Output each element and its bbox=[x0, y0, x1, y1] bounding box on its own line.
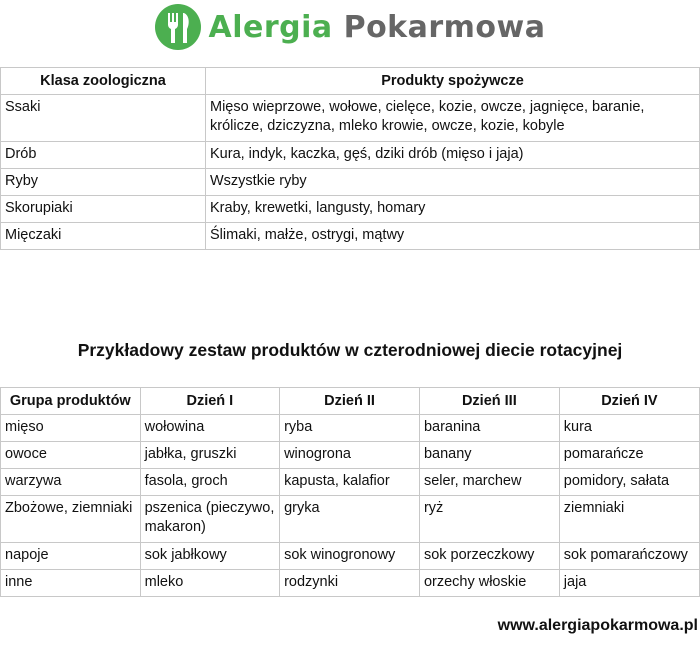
table-cell: jaja bbox=[559, 570, 699, 597]
rotation-diet-table bbox=[0, 387, 700, 597]
table-cell: napoje bbox=[1, 543, 141, 570]
table-row bbox=[1, 543, 700, 570]
table-cell: Kura, indyk, kaczka, gęś, dziki drób (mięso i jaja) bbox=[206, 142, 700, 169]
table-cell: Ryby bbox=[1, 169, 206, 196]
column-header: Dzień I bbox=[140, 388, 279, 415]
table-row bbox=[1, 223, 700, 250]
table-cell: rodzynki bbox=[280, 570, 420, 597]
column-header: Dzień IV bbox=[559, 388, 699, 415]
table-row bbox=[1, 95, 700, 142]
column-header: Dzień III bbox=[419, 388, 559, 415]
table-row bbox=[1, 415, 700, 442]
table-cell: Zbożowe, ziemniaki bbox=[1, 496, 141, 543]
table-header-row bbox=[1, 68, 700, 95]
table-cell: kapusta, kalafior bbox=[280, 469, 420, 496]
logo-text bbox=[208, 10, 545, 45]
table-cell: sok porzeczkowy bbox=[419, 543, 559, 570]
table-header-row bbox=[1, 388, 700, 415]
table-cell: Ssaki bbox=[1, 95, 206, 142]
table-row bbox=[1, 570, 700, 597]
table-cell: pszenica (pieczywo, makaron) bbox=[140, 496, 279, 543]
table-cell: baranina bbox=[419, 415, 559, 442]
logo-text-green: Alergia bbox=[208, 9, 333, 45]
column-header: Grupa produktów bbox=[1, 388, 141, 415]
table-row bbox=[1, 496, 700, 543]
table-row bbox=[1, 169, 700, 196]
table-cell: gryka bbox=[280, 496, 420, 543]
table-row bbox=[1, 442, 700, 469]
column-header: Klasa zoologiczna bbox=[1, 68, 206, 95]
table-cell: fasola, groch bbox=[140, 469, 279, 496]
fork-knife-circle-icon bbox=[154, 3, 202, 51]
table-cell: seler, marchew bbox=[419, 469, 559, 496]
table-cell: sok pomarańczowy bbox=[559, 543, 699, 570]
column-header: Produkty spożywcze bbox=[206, 68, 700, 95]
table-cell: orzechy włoskie bbox=[419, 570, 559, 597]
table-cell: sok jabłkowy bbox=[140, 543, 279, 570]
table-cell: sok winogronowy bbox=[280, 543, 420, 570]
table-cell: inne bbox=[1, 570, 141, 597]
table-row bbox=[1, 142, 700, 169]
section-heading: Przykładowy zestaw produktów w czterodniowej diecie rotacyjnej bbox=[77, 340, 623, 360]
table-row bbox=[1, 196, 700, 223]
table-cell: wołowina bbox=[140, 415, 279, 442]
table-cell: warzywa bbox=[1, 469, 141, 496]
table-cell: banany bbox=[419, 442, 559, 469]
zoological-class-table bbox=[0, 67, 700, 250]
table-cell: owoce bbox=[1, 442, 141, 469]
table-cell: mięso bbox=[1, 415, 141, 442]
table-cell: mleko bbox=[140, 570, 279, 597]
table-cell: Kraby, krewetki, langusty, homary bbox=[206, 196, 700, 223]
table-cell: pomarańcze bbox=[559, 442, 699, 469]
table-cell: Drób bbox=[1, 142, 206, 169]
table-cell: pomidory, sałata bbox=[559, 469, 699, 496]
site-url-link[interactable]: www.alergiapokarmowa.pl bbox=[497, 617, 698, 634]
table-cell: Wszystkie ryby bbox=[206, 169, 700, 196]
table-cell: Mięso wieprzowe, wołowe, cielęce, kozie, owcze, jagnięce, baranie, królicze, dziczyzna, mleko krowie, owcze, kozie, kobyle bbox=[206, 95, 700, 142]
table-cell: ryba bbox=[280, 415, 420, 442]
column-header: Dzień II bbox=[280, 388, 420, 415]
site-logo[interactable] bbox=[0, 0, 700, 54]
table-cell: Skorupiaki bbox=[1, 196, 206, 223]
table-cell: kura bbox=[559, 415, 699, 442]
table-cell: ziemniaki bbox=[559, 496, 699, 543]
table-cell: winogrona bbox=[280, 442, 420, 469]
table-cell: jabłka, gruszki bbox=[140, 442, 279, 469]
logo-text-gray: Pokarmowa bbox=[332, 9, 546, 45]
table-cell: Mięczaki bbox=[1, 223, 206, 250]
table-row bbox=[1, 469, 700, 496]
table-cell: ryż bbox=[419, 496, 559, 543]
table-cell: Ślimaki, małże, ostrygi, mątwy bbox=[206, 223, 700, 250]
